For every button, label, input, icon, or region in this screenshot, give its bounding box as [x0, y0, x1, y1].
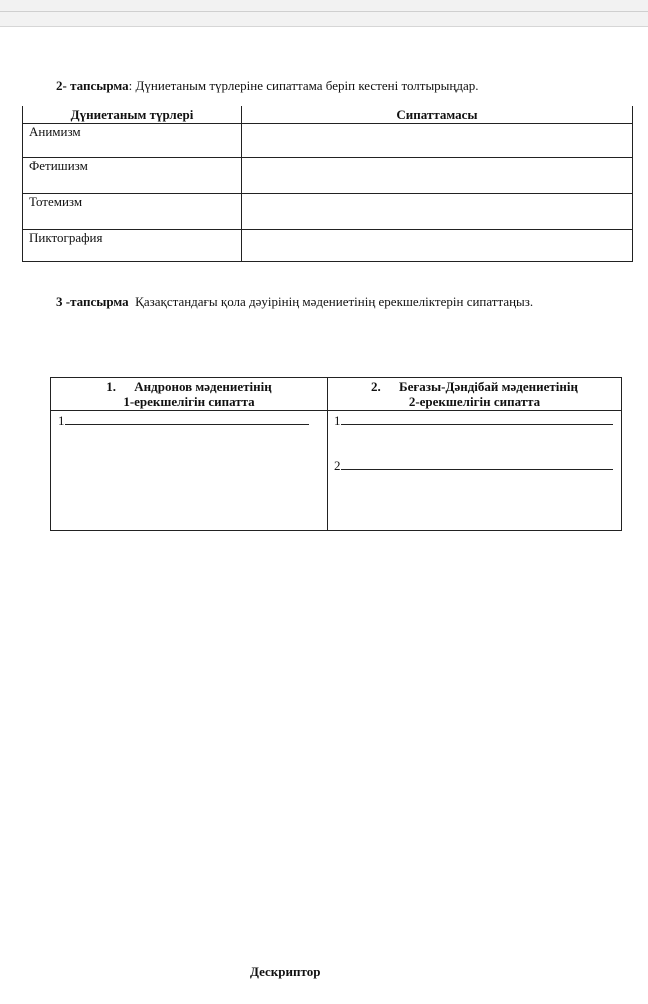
worldview-header-row: [23, 106, 633, 124]
answer-line-number: 1: [334, 413, 341, 428]
andronov-title: Андронов мәдениетінің: [134, 379, 272, 394]
answer-line-number: 1: [58, 413, 65, 428]
answer-underline: [65, 413, 309, 425]
begazy-answer-cell[interactable]: [328, 411, 622, 531]
task3-title: 3 -тапсырма: [56, 294, 129, 309]
worldview-row-label: Пиктография: [23, 230, 242, 262]
worldview-row-label: Анимизм: [23, 124, 242, 158]
worldview-row-label: Фетишизм: [23, 158, 242, 194]
answer-line-number: 2: [334, 458, 341, 473]
bronze-header-row: [51, 378, 622, 411]
task2-heading: [56, 78, 479, 94]
worldview-header-description: Сипаттамасы: [242, 106, 633, 124]
begazy-subtitle: 2-ерекшелігін сипатта: [408, 394, 541, 409]
task3-text: Қазақстандағы қола дәуірінің мәдениетінің ерекшеліктерін сипаттаңыз.: [135, 294, 534, 309]
task2-title: 2- тапсырма: [56, 78, 129, 93]
table-row: [23, 158, 633, 194]
begazy-number: 2.: [371, 379, 381, 394]
table-row: [51, 411, 622, 531]
worldview-description-cell[interactable]: [242, 124, 633, 158]
answer-line[interactable]: [334, 458, 621, 474]
task3-heading: [56, 294, 533, 310]
table-row: [23, 230, 633, 262]
answer-line[interactable]: [58, 413, 327, 429]
worldview-row-label: Тотемизм: [23, 194, 242, 230]
bronze-age-table: [50, 377, 622, 531]
toolbar-divider: [0, 11, 648, 12]
begazy-header: [328, 378, 622, 411]
andronov-answer-cell[interactable]: [51, 411, 328, 531]
answer-underline: [341, 458, 613, 470]
answer-underline: [341, 413, 613, 425]
worldview-header-types: Дүниетаным түрлері: [23, 106, 242, 124]
table-row: [23, 124, 633, 158]
andronov-subtitle: 1-ерекшелігін сипатта: [123, 394, 255, 409]
task2-text: : Дүниетаным түрлеріне сипаттама беріп кестені толтырыңдар.: [128, 78, 479, 93]
document-toolbar: [0, 0, 648, 27]
begazy-title: Беғазы-Дәндібай мәдениетінің: [399, 379, 578, 394]
worldview-description-cell[interactable]: [242, 230, 633, 262]
worldview-description-cell[interactable]: [242, 158, 633, 194]
answer-line[interactable]: [334, 413, 621, 429]
andronov-header: [51, 378, 328, 411]
andronov-number: 1.: [106, 379, 117, 394]
worldview-description-cell[interactable]: [242, 194, 633, 230]
worldview-table: [22, 106, 633, 262]
descriptor-heading: Дескриптор: [250, 964, 321, 979]
table-row: [23, 194, 633, 230]
